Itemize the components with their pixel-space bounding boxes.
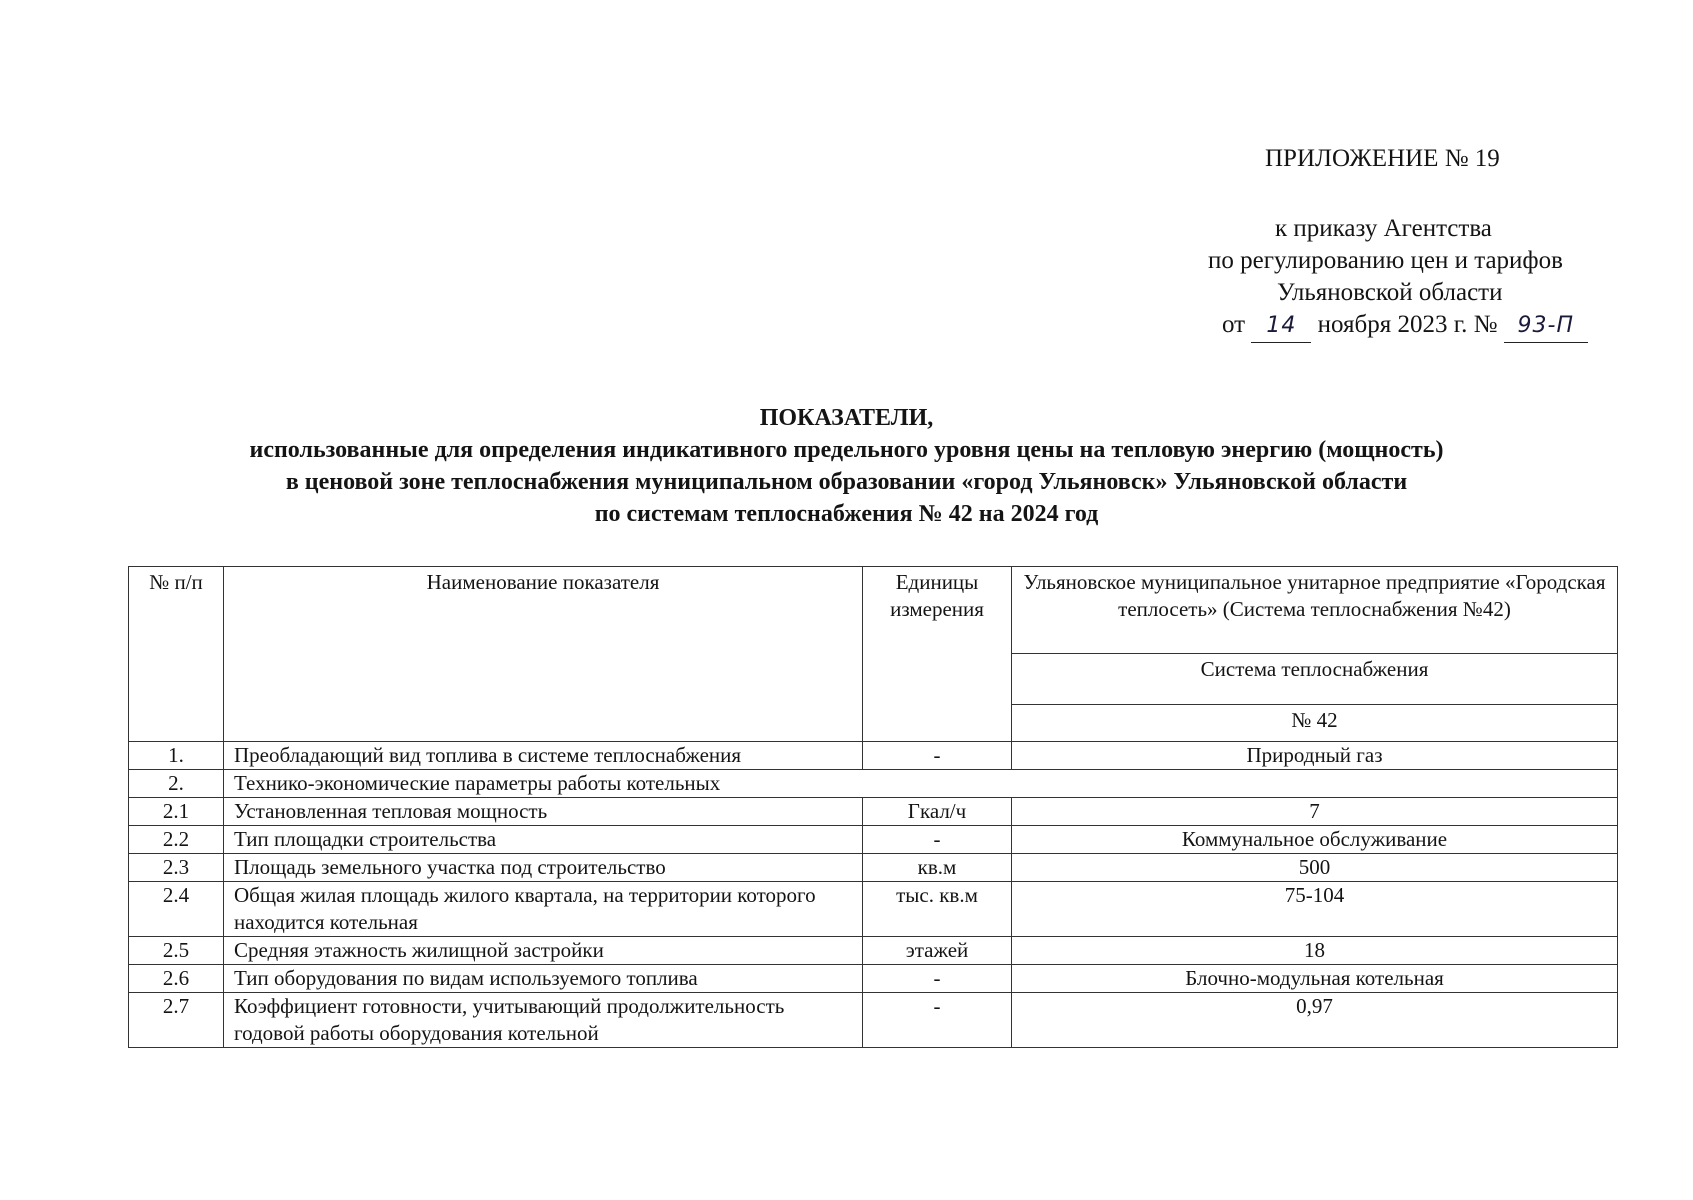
row-name: Коэффициент готовности, учитывающий продолжительность годовой работы оборудования котельной — [224, 993, 863, 1048]
row-value: Природный газ — [1012, 742, 1618, 770]
row-unit: - — [863, 742, 1012, 770]
header-unit: Единицы измерения — [863, 567, 1012, 742]
date-rest: ноября 2023 г. № — [1317, 311, 1498, 338]
table-row — [129, 854, 1618, 882]
row-unit: кв.м — [863, 854, 1012, 882]
row-number: 2.1 — [129, 798, 224, 826]
table-row — [129, 742, 1618, 770]
title-line-1: ПОКАЗАТЕЛИ, — [759, 405, 934, 431]
row-name: Средняя этажность жилищной застройки — [224, 937, 863, 965]
appendix-line-3: Ульяновской области — [1277, 279, 1503, 306]
document-title — [0, 402, 1693, 530]
row-value: Блочно-модульная котельная — [1012, 965, 1618, 993]
row-unit: Гкал/ч — [863, 798, 1012, 826]
row-name: Установленная тепловая мощность — [224, 798, 863, 826]
header-num: № п/п — [129, 567, 224, 742]
row-name: Площадь земельного участка под строительство — [224, 854, 863, 882]
row-value: Коммунальное обслуживание — [1012, 826, 1618, 854]
table-row — [129, 882, 1618, 937]
row-value: 7 — [1012, 798, 1618, 826]
handwritten-order-number: 93-П — [1504, 310, 1588, 343]
row-unit: тыс. кв.м — [863, 882, 1012, 937]
title-line-3: в ценовой зоне теплоснабжения муниципальном образовании «город Ульяновск» Ульяновской области — [285, 469, 1408, 495]
row-number: 2. — [129, 770, 224, 798]
row-unit: этажей — [863, 937, 1012, 965]
appendix-date-line — [1222, 309, 1588, 343]
table-row — [129, 965, 1618, 993]
header-row — [129, 567, 1618, 654]
table-row — [129, 826, 1618, 854]
row-unit: - — [863, 965, 1012, 993]
table-row — [129, 798, 1618, 826]
row-number: 2.6 — [129, 965, 224, 993]
table-row — [129, 937, 1618, 965]
title-line-4: по системам теплоснабжения № 42 на 2024 год — [594, 501, 1099, 527]
handwritten-day: 14 — [1251, 310, 1311, 343]
row-value: 75-104 — [1012, 882, 1618, 937]
header-system-num: № 42 — [1012, 705, 1618, 742]
row-name: Технико-экономические параметры работы котельных — [224, 770, 1618, 798]
table-row — [129, 993, 1618, 1048]
appendix-line-1: к приказу Агентства — [1275, 215, 1492, 242]
appendix-line-2: по регулированию цен и тарифов — [1208, 247, 1563, 274]
row-number: 2.4 — [129, 882, 224, 937]
indicators-table — [128, 566, 1618, 1048]
row-unit: - — [863, 826, 1012, 854]
appendix-title: ПРИЛОЖЕНИЕ № 19 — [1265, 145, 1500, 172]
row-value: 18 — [1012, 937, 1618, 965]
header-name: Наименование показателя — [224, 567, 863, 742]
row-name: Общая жилая площадь жилого квартала, на территории которого находится котельная — [224, 882, 863, 937]
header-system: Система теплоснабжения — [1012, 654, 1618, 705]
row-value: 0,97 — [1012, 993, 1618, 1048]
row-number: 2.7 — [129, 993, 224, 1048]
row-number: 2.3 — [129, 854, 224, 882]
row-number: 1. — [129, 742, 224, 770]
row-unit: - — [863, 993, 1012, 1048]
date-prefix: от — [1222, 311, 1246, 338]
table-row — [129, 770, 1618, 798]
row-name: Тип оборудования по видам используемого топлива — [224, 965, 863, 993]
row-number: 2.5 — [129, 937, 224, 965]
title-line-2: использованные для определения индикативного предельного уровня цены на тепловую энергию (мощность) — [249, 437, 1444, 463]
row-name: Преобладающий вид топлива в системе теплоснабжения — [224, 742, 863, 770]
row-number: 2.2 — [129, 826, 224, 854]
row-name: Тип площадки строительства — [224, 826, 863, 854]
header-org: Ульяновское муниципальное унитарное предприятие «Городская теплосеть» (Система теплоснабжения №42) — [1012, 567, 1618, 654]
row-value: 500 — [1012, 854, 1618, 882]
